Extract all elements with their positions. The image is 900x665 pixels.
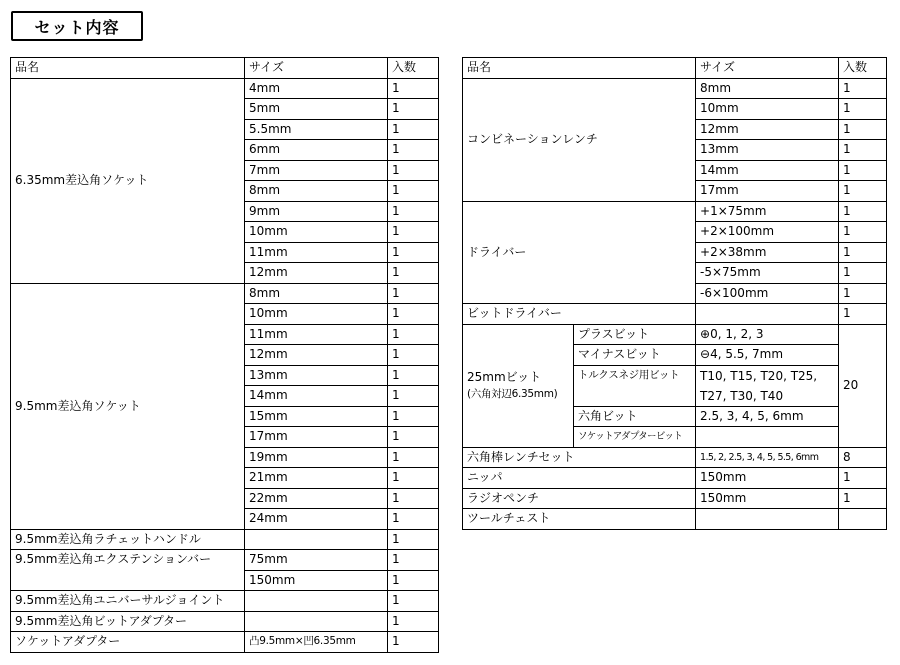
- table-row: [463, 509, 887, 530]
- table-row: [11, 550, 439, 571]
- table-row: [11, 611, 439, 632]
- item-qty: 1: [388, 632, 439, 653]
- item-size: 10mm: [696, 99, 839, 120]
- item-qty: 1: [839, 99, 887, 120]
- item-size: [245, 529, 388, 550]
- item-size: 21mm: [245, 468, 388, 489]
- item-qty: 1: [839, 181, 887, 202]
- item-size: 5mm: [245, 99, 388, 120]
- item-size: [245, 591, 388, 612]
- item-name: ソケットアダプター: [11, 632, 245, 653]
- item-qty: 1: [839, 304, 887, 325]
- item-size: -5×75mm: [696, 263, 839, 284]
- item-size: 13mm: [696, 140, 839, 161]
- item-name: ツールチェスト: [463, 509, 696, 530]
- item-qty: 1: [388, 304, 439, 325]
- item-qty: 1: [388, 119, 439, 140]
- item-qty: 1: [388, 468, 439, 489]
- item-size: 12mm: [245, 345, 388, 366]
- item-size: 10mm: [245, 304, 388, 325]
- item-size: 凸9.5mm×凹6.35mm: [245, 632, 388, 653]
- item-size: [696, 509, 839, 530]
- item-size: 4mm: [245, 78, 388, 99]
- item-qty: 1: [839, 222, 887, 243]
- item-qty: 1: [388, 140, 439, 161]
- item-size: T10, T15, T20, T25, T27, T30, T40: [696, 365, 839, 406]
- item-size: 17mm: [245, 427, 388, 448]
- bit-type: プラスビット: [574, 324, 696, 345]
- bit-type: ソケットアダプタービット: [574, 427, 696, 448]
- item-name: ニッパ: [463, 468, 696, 489]
- item-qty: 1: [839, 160, 887, 181]
- table-row: [463, 488, 887, 509]
- item-size: +2×38mm: [696, 242, 839, 263]
- bit-type: 六角ビット: [574, 406, 696, 427]
- item-qty: [839, 509, 887, 530]
- item-qty: 1: [388, 591, 439, 612]
- item-size: 17mm: [696, 181, 839, 202]
- item-size: -6×100mm: [696, 283, 839, 304]
- item-size: 8mm: [245, 283, 388, 304]
- item-size: 22mm: [245, 488, 388, 509]
- item-qty: 1: [388, 611, 439, 632]
- item-qty: 1: [388, 509, 439, 530]
- item-size: 150mm: [245, 570, 388, 591]
- table-row: [463, 468, 887, 489]
- item-qty: 1: [388, 242, 439, 263]
- item-qty: 1: [388, 222, 439, 243]
- bit-type: マイナスビット: [574, 345, 696, 366]
- item-size: [245, 611, 388, 632]
- item-qty: 1: [388, 201, 439, 222]
- item-size: 12mm: [245, 263, 388, 284]
- item-name: 9.5mm差込角エクステンションバー: [11, 550, 245, 591]
- item-qty: 1: [388, 181, 439, 202]
- item-size: 1.5, 2, 2.5, 3, 4, 5, 5.5, 6mm: [696, 447, 839, 468]
- item-size: 9mm: [245, 201, 388, 222]
- item-qty: 1: [388, 427, 439, 448]
- table-row: [11, 632, 439, 653]
- header-qty: 入数: [839, 58, 887, 79]
- item-qty: 1: [388, 324, 439, 345]
- item-size: 15mm: [245, 406, 388, 427]
- item-size: 24mm: [245, 509, 388, 530]
- header-size: サイズ: [696, 58, 839, 79]
- set-contents-table-right: [462, 57, 887, 530]
- item-name: 9.5mm差込角ソケット: [11, 283, 245, 529]
- table-row: [463, 304, 887, 325]
- item-size: 150mm: [696, 488, 839, 509]
- bit-name-line1: 25mmビット: [467, 369, 542, 384]
- item-size: 6mm: [245, 140, 388, 161]
- item-size: 14mm: [245, 386, 388, 407]
- item-name: 六角棒レンチセット: [463, 447, 696, 468]
- item-qty: 1: [839, 263, 887, 284]
- item-name: 6.35mm差込角ソケット: [11, 78, 245, 283]
- item-size: 11mm: [245, 242, 388, 263]
- table-row: [463, 78, 887, 99]
- item-qty: 1: [388, 99, 439, 120]
- item-qty: 1: [839, 119, 887, 140]
- bit-name-line2: (六角対辺6.35mm): [467, 387, 558, 400]
- item-size: ⊕0, 1, 2, 3: [696, 324, 839, 345]
- item-qty: 1: [388, 447, 439, 468]
- item-qty: 1: [388, 78, 439, 99]
- item-name: コンビネーションレンチ: [463, 78, 696, 201]
- item-qty: 20: [839, 324, 887, 447]
- item-name: 9.5mm差込角ユニバーサルジョイント: [11, 591, 245, 612]
- item-qty: 1: [839, 201, 887, 222]
- item-size: +1×75mm: [696, 201, 839, 222]
- table-row: [463, 201, 887, 222]
- table-row: [463, 324, 887, 345]
- item-qty: 1: [388, 345, 439, 366]
- item-name: [463, 324, 574, 447]
- item-size: 8mm: [245, 181, 388, 202]
- item-size: 12mm: [696, 119, 839, 140]
- item-name: 9.5mm差込角ビットアダプター: [11, 611, 245, 632]
- item-qty: 1: [388, 160, 439, 181]
- item-qty: 1: [839, 488, 887, 509]
- section-title: セット内容: [11, 11, 143, 41]
- item-name: 9.5mm差込角ラチェットハンドル: [11, 529, 245, 550]
- bit-type: トルクスネジ用ビット: [574, 365, 696, 406]
- header-name: 品名: [11, 58, 245, 79]
- table-header-row: [463, 58, 887, 79]
- item-qty: 1: [388, 529, 439, 550]
- header-size: サイズ: [245, 58, 388, 79]
- item-size: 13mm: [245, 365, 388, 386]
- item-size: +2×100mm: [696, 222, 839, 243]
- item-size: 5.5mm: [245, 119, 388, 140]
- table-header-row: [11, 58, 439, 79]
- item-size: 75mm: [245, 550, 388, 571]
- table-row: [463, 447, 887, 468]
- item-size: 2.5, 3, 4, 5, 6mm: [696, 406, 839, 427]
- item-name: ドライバー: [463, 201, 696, 304]
- header-name: 品名: [463, 58, 696, 79]
- item-qty: 1: [839, 242, 887, 263]
- item-qty: 1: [388, 570, 439, 591]
- item-qty: 1: [388, 488, 439, 509]
- item-qty: 1: [388, 283, 439, 304]
- table-row: [11, 529, 439, 550]
- item-name: ビットドライバー: [463, 304, 696, 325]
- item-qty: 1: [839, 283, 887, 304]
- item-size: 8mm: [696, 78, 839, 99]
- item-size: 150mm: [696, 468, 839, 489]
- item-size: ⊖4, 5.5, 7mm: [696, 345, 839, 366]
- item-size: 14mm: [696, 160, 839, 181]
- item-qty: 1: [839, 78, 887, 99]
- item-size: 10mm: [245, 222, 388, 243]
- item-qty: 1: [388, 406, 439, 427]
- table-row: [11, 283, 439, 304]
- item-size: 7mm: [245, 160, 388, 181]
- header-qty: 入数: [388, 58, 439, 79]
- table-row: [11, 78, 439, 99]
- item-qty: 8: [839, 447, 887, 468]
- item-qty: 1: [839, 468, 887, 489]
- item-qty: 1: [388, 263, 439, 284]
- item-qty: 1: [388, 386, 439, 407]
- item-qty: 1: [388, 365, 439, 386]
- item-size: 19mm: [245, 447, 388, 468]
- item-size: [696, 427, 839, 448]
- item-qty: 1: [388, 550, 439, 571]
- item-size: 11mm: [245, 324, 388, 345]
- item-size: [696, 304, 839, 325]
- table-row: [11, 591, 439, 612]
- item-qty: 1: [839, 140, 887, 161]
- set-contents-table-left: [10, 57, 439, 653]
- item-name: ラジオペンチ: [463, 488, 696, 509]
